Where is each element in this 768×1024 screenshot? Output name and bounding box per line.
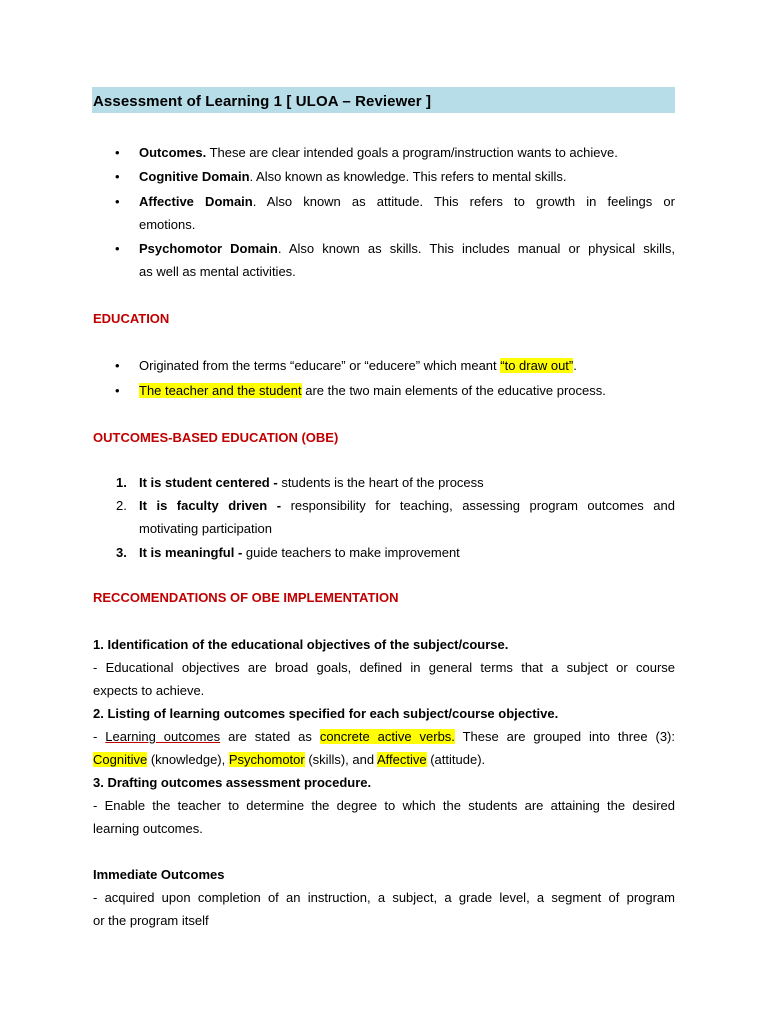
heading-education: EDUCATION	[93, 311, 170, 326]
list-item-psychomotor-cont: as well as mental activities.	[139, 264, 296, 279]
rec-2-title: 2. Listing of learning outcomes specified for each subject/course objective.	[93, 706, 559, 721]
immediate-text: - acquired upon completion of an instruction, a subject, a grade level, a segment of program	[93, 890, 675, 905]
bullet-icon: •	[115, 241, 120, 256]
bullet-icon: •	[115, 358, 120, 373]
rec-3-title: 3. Drafting outcomes assessment procedure.	[93, 775, 372, 790]
list-number: 2.	[116, 498, 127, 513]
obe-item-1: It is student centered - students is the heart of the process	[139, 475, 484, 490]
list-item-psychomotor: Psychomotor Domain. Also known as skills. This includes manual or physical skills,	[139, 241, 675, 256]
heading-recommendations: RECCOMENDATIONS OF OBE IMPLEMENTATION	[93, 590, 399, 605]
list-number: 1.	[116, 475, 127, 490]
rec-1-title: 1. Identification of the educational objectives of the subject/course.	[93, 637, 509, 652]
immediate-text-cont: or the program itself	[93, 913, 209, 928]
heading-immediate-outcomes: Immediate Outcomes	[93, 867, 225, 882]
bullet-icon: •	[115, 169, 120, 184]
list-item-elements: The teacher and the student are the two main elements of the educative process.	[139, 383, 606, 398]
document-title: Assessment of Learning 1 [ ULOA – Reviewer ]	[93, 93, 432, 110]
list-item-cognitive: Cognitive Domain. Also known as knowledge. This refers to mental skills.	[139, 169, 567, 184]
rec-2-text: - Learning outcomes are stated as concrete active verbs. These are grouped into three (3):	[93, 729, 675, 744]
list-item-affective-cont: emotions.	[139, 217, 196, 232]
rec-2-text-cont: Cognitive (knowledge), Psychomotor (skills), and Affective (attitude).	[93, 752, 486, 767]
heading-obe: OUTCOMES-BASED EDUCATION (OBE)	[93, 430, 339, 445]
list-item-outcomes: Outcomes. These are clear intended goals a program/instruction wants to achieve.	[139, 145, 618, 160]
obe-item-2: It is faculty driven - responsibility for teaching, assessing program outcomes and	[139, 498, 675, 513]
obe-item-2-cont: motivating participation	[139, 521, 272, 536]
rec-1-text-cont: expects to achieve.	[93, 683, 205, 698]
rec-3-text: - Enable the teacher to determine the degree to which the students are attaining the desired	[93, 798, 675, 813]
rec-3-text-cont: learning outcomes.	[93, 821, 203, 836]
list-item-origin: Originated from the terms “educare” or “educere” which meant “to draw out”.	[139, 358, 577, 373]
list-item-affective: Affective Domain. Also known as attitude. This refers to growth in feelings or	[139, 194, 675, 209]
bullet-icon: •	[115, 194, 120, 209]
bullet-icon: •	[115, 145, 120, 160]
bullet-icon: •	[115, 383, 120, 398]
rec-1-text: - Educational objectives are broad goals, defined in general terms that a subject or course	[93, 660, 675, 675]
list-number: 3.	[116, 545, 127, 560]
obe-item-3: It is meaningful - guide teachers to make improvement	[139, 545, 460, 560]
